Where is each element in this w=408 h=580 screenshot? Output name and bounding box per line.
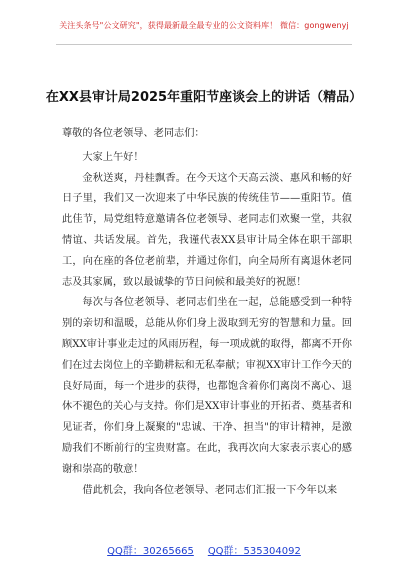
qq-group-link-2[interactable]: QQ群：535304092	[207, 546, 301, 557]
salutation: 尊敬的各位老领导、老同志们：	[62, 128, 205, 139]
qq-group-link-1[interactable]: QQ群：30265665	[107, 546, 194, 557]
paragraph-2: 每次与各位老领导、老同志们坐在一起，总能感受到一种特别的亲切和温暖，总能从你们身上汲取到无穷的智慧和力量。回顾XX审计事业走过的风雨历程，每一项成就的取得，都离不开你们在过去岗位上的辛勤耕耘和无私奉献；审视XX审计工作今天的良好局面，每一个进步的获得，也都饱含着你们离岗不离心、退休不褪色的关心与支持。你们是XX审计事业的开拓者、奠基者和见证者，你们身上凝聚的"忠诚、干净、担当"的审计精神，是激励我们不断前行的宝贵财富。在此，我再次向大家表示衷心的感谢和崇高的敬意！	[62, 297, 352, 475]
document-title: 在XX县审计局2025年重阳节座谈会上的讲话（精品）	[45, 90, 363, 105]
document-body	[62, 124, 352, 501]
greeting: 大家上午好！	[82, 151, 144, 163]
footer	[0, 542, 408, 557]
paragraph-1: 金秋送爽，丹桂飘香。在今天这个天高云淡、惠风和畅的好日子里，我们又一次迎来了中华民族的传统佳节——重阳节。值此佳节，局党组特意邀请各位老领导、老同志们欢聚一堂，共叙情谊、共话发展。首先，我谨代表XX县审计局全体在职干部职工，向在座的各位老前辈，并通过你们，向全局所有离退休老同志及其家属，致以最诚挚的节日问候和最美好的祝愿！	[62, 172, 352, 288]
paragraph-3: 借此机会，我向各位老领导、老同志们汇报一下今年以来	[82, 484, 338, 496]
header-banner: 关注头条号"公文研究"，获得最新最全最专业的公文资料库！ 微信：gongwenyj	[59, 21, 349, 30]
header-divider	[56, 44, 352, 45]
